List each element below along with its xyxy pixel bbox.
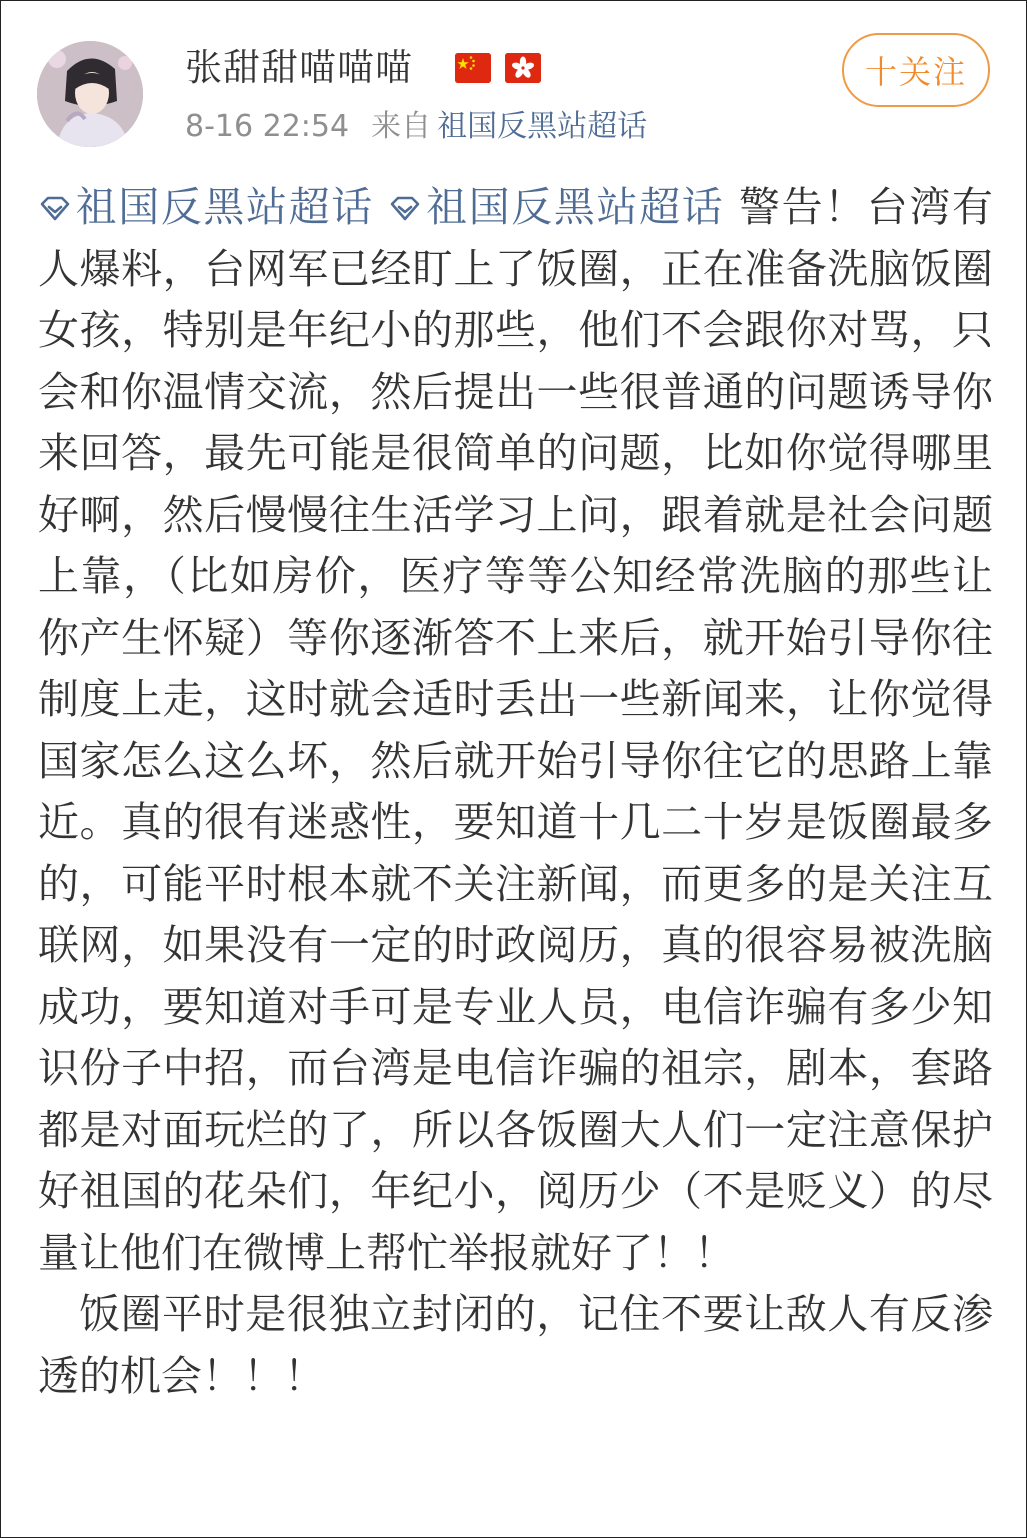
post-paragraph-2: 饭圈平时是很独立封闭的，记住不要让敌人有反渗透的机会！！！ — [38, 1290, 993, 1400]
super-topic-diamond-icon — [38, 196, 72, 222]
source-label: 来自 — [371, 109, 432, 144]
china-flag-icon — [455, 53, 491, 83]
hong-kong-flag-icon — [505, 53, 541, 83]
super-topic-diamond-icon — [388, 196, 422, 222]
user-avatar[interactable] — [37, 41, 143, 147]
source-link[interactable]: 祖国反黑站超话 — [437, 109, 648, 144]
super-topic-link[interactable] — [38, 183, 374, 231]
username[interactable]: 张甜甜喵喵喵 — [185, 46, 413, 89]
follow-button-label: 十关注 — [864, 53, 967, 91]
super-topic-label: 祖国反黑站超话 — [74, 183, 374, 231]
super-topic-label: 祖国反黑站超话 — [424, 183, 725, 231]
post-text-1: 警告！台湾有人爆料，台网军已经盯上了饭圈，正在准备洗脑饭圈女孩，特别是年纪小的那些，他们不会跟你对骂，只会和你温情交流，然后提出一些很普通的问题诱导你来回答，最先可能是很简单的问题，比如你觉得哪里好啊，然后慢慢往生活学习上问，跟着就是社会问题上靠，（比如房价，医疗等等公知经常洗脑的那些让你产生怀疑）等你逐渐答不上来后，就开始引导你往制度上走，这时就会适时丢出一些新闻来，让你觉得国家怎么这么坏，然后就开始引导你往它的思路上靠近。真的很有迷惑性，要知道十几二十岁是饭圈最多的，可能平时根本就不关注新闻，而更多的是关注互联网，如果没有一定的时政阅历，真的很容易被洗脑成功，要知道对手可是专业人员，电信诈骗有多少知识份子中招，而台湾是电信诈骗的祖宗，剧本，套路都是对面玩烂的了，所以各饭圈大人们一定注意保护好祖国的花朵们，年纪小，阅历少（不是贬义）的尽量让他们在微博上帮忙举报就好了！！ — [38, 183, 993, 1277]
avatar-portrait-icon — [37, 41, 143, 147]
post-body — [38, 177, 993, 1407]
super-topic-link[interactable] — [388, 183, 724, 231]
post-timestamp: 8-16 22:54 — [185, 109, 350, 144]
post-meta — [185, 107, 647, 147]
follow-button[interactable] — [842, 33, 990, 107]
post-paragraph-1 — [38, 177, 993, 1284]
